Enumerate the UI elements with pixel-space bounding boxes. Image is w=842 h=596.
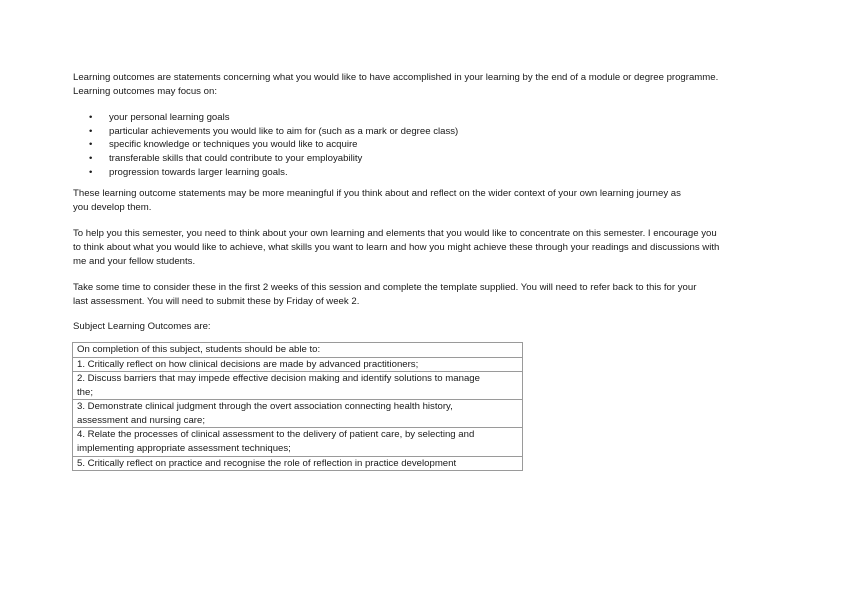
bullet-icon: • (89, 125, 93, 137)
context-line-1: These learning outcome statements may be more meaningful if you think about and reflect on the wider context of your own learning journey as (73, 188, 681, 200)
outcome-text-continued: the; (77, 386, 94, 398)
outcome-text: 4. Relate the processes of clinical assessment to the delivery of patient care, by selecting and (77, 429, 475, 441)
table-row (73, 342, 523, 357)
table-row (73, 428, 523, 456)
list-item (73, 152, 763, 166)
semester-line-2: to think about what you would like to achieve, what skills you want to learn and how you might achieve these through your readings and discussions with (73, 241, 720, 253)
outcomes-table (72, 342, 523, 471)
table-header-cell: On completion of this subject, students should be able to: (73, 342, 523, 357)
list-item-text: particular achievements you would like to aim for (such as a mark or degree class) (109, 125, 459, 137)
bullet-icon: • (89, 139, 93, 151)
list-item (73, 166, 763, 180)
outcome-text: 3. Demonstrate clinical judgment through the overt association connecting health history, (77, 401, 453, 413)
list-item (73, 111, 763, 125)
list-item-text: transferable skills that could contribute to your employability (109, 152, 363, 164)
outcome-text: 5. Critically reflect on practice and recognise the role of reflection in practice development (77, 457, 457, 469)
outcome-text: 1. Critically reflect on how clinical decisions are made by advanced practitioners; (77, 358, 419, 370)
table-row (73, 357, 523, 372)
list-item (73, 125, 763, 139)
list-item-text: specific knowledge or techniques you would like to acquire (109, 139, 358, 151)
semester-line-3: me and your fellow students. (73, 255, 196, 267)
subject-outcomes-heading: Subject Learning Outcomes are: (73, 321, 211, 333)
bullet-icon: • (89, 112, 93, 124)
intro-line-1: Learning outcomes are statements concerning what you would like to have accomplished in your learning by the end of a module or degree programme. (73, 72, 719, 83)
outcome-text-continued: assessment and nursing care; (77, 414, 205, 426)
context-line-2: you develop them. (73, 201, 152, 213)
table-cell (73, 428, 523, 456)
time-paragraph (73, 281, 763, 308)
table-cell (73, 357, 523, 372)
list-item-text: progression towards larger learning goals. (109, 166, 288, 178)
list-item-text: your personal learning goals (109, 112, 230, 124)
outcome-text: 2. Discuss barriers that may impede effective decision making and identify solutions to manage (77, 373, 480, 385)
table-row (73, 400, 523, 428)
table-row (73, 372, 523, 400)
semester-paragraph (73, 227, 763, 268)
table-row (73, 456, 523, 471)
table-cell (73, 372, 523, 400)
focus-list (73, 111, 763, 179)
time-line-1: Take some time to consider these in the first 2 weeks of this session and complete the template supplied. You will need to refer back to this for your (73, 282, 697, 294)
intro-paragraph (73, 71, 763, 98)
context-paragraph (73, 187, 763, 214)
list-item (73, 138, 763, 152)
outcome-text-continued: implementing appropriate assessment techniques; (77, 443, 291, 455)
bullet-icon: • (89, 166, 93, 178)
table-cell (73, 456, 523, 471)
table-cell (73, 400, 523, 428)
bullet-icon: • (89, 152, 93, 164)
time-line-2: last assessment. You will need to submit these by Friday of week 2. (73, 295, 360, 307)
document-page (73, 71, 763, 471)
intro-line-2: Learning outcomes may focus on: (73, 85, 217, 97)
semester-line-1: To help you this semester, you need to think about your own learning and elements that you would like to concentrate on this semester. I encourage you (73, 228, 717, 240)
